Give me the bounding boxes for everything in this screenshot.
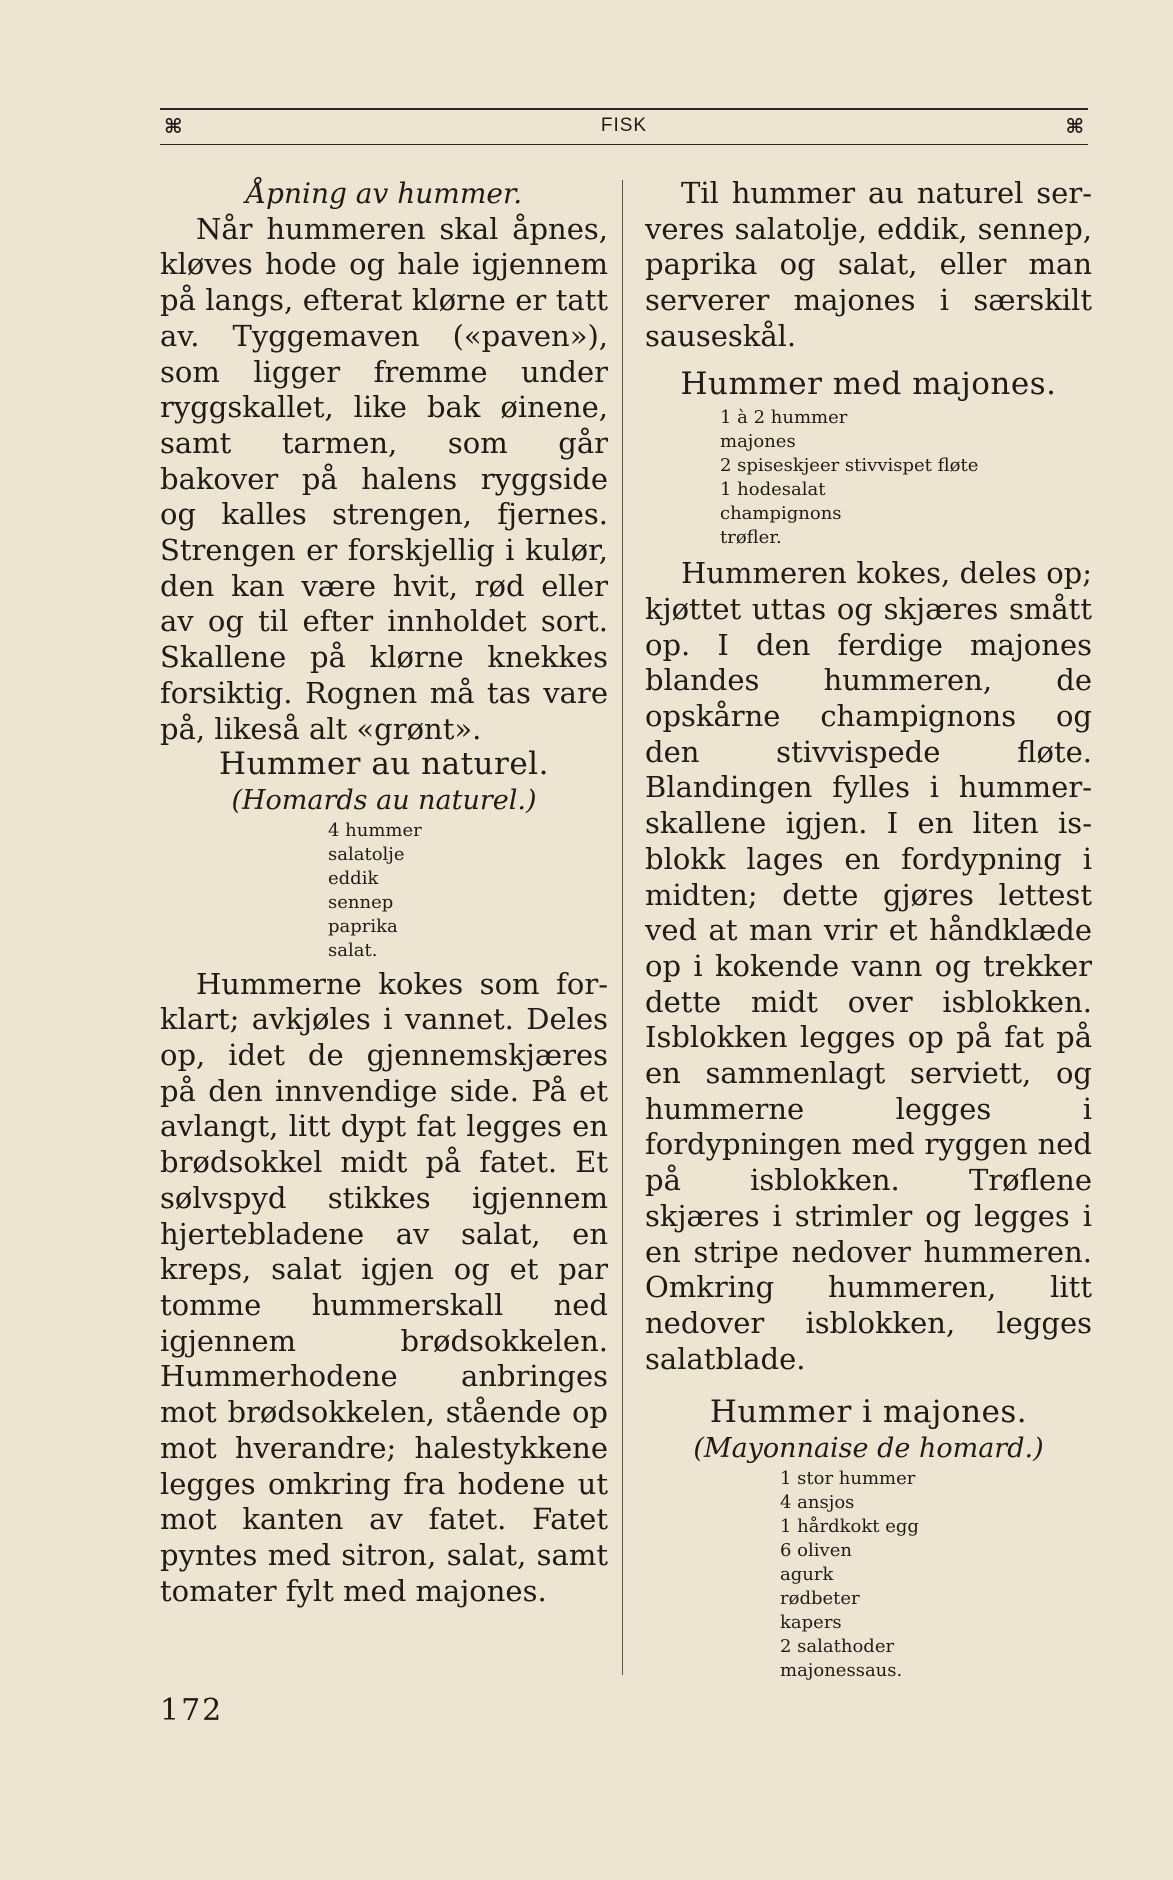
ingredient-item: trøfler. (720, 527, 782, 549)
ingredient-item: 1 stor hummer (780, 1467, 916, 1489)
recipe-title: Hummer au naturel. (219, 746, 549, 783)
left-column (160, 176, 608, 1609)
ingredient-item: rødbeter (780, 1587, 860, 1609)
ingredient-item: agurk (780, 1563, 834, 1585)
ingredient-item: 6 oliven (780, 1539, 852, 1561)
intro-paragraph: Til hummer au naturel serveres salatolje, eddik, sennep, paprika og salat, eller man serverer majones i særskilt sauseskål. (645, 176, 1092, 353)
section-paragraph: Når hummeren skal åpnes, kløves hode og hale igjennem på langs, efterat klørne er tatt av. Tyggemaven («paven»), som ligger fremme under ryggskallet, like bak øinene, samt tarmen, som går bakover på halens ryggside og kalles strengen, fjernes. Strengen er forskjellig i kulør, den kan være hvit, rød eller av og til efter innholdet sort. Skallene på klørne knekkes forsiktig. Rognen må tas vare på, likeså alt «grønt». (160, 211, 608, 746)
ingredient-item: paprika (328, 915, 398, 937)
recipe-title: Hummer med majones. (680, 365, 1057, 402)
ornament-icon: ⌘ (164, 114, 183, 138)
ingredient-item: salat. (328, 939, 378, 961)
ingredient-item: salatolje (328, 843, 405, 865)
header-top-rule (160, 108, 1088, 110)
ingredient-item: champignons (720, 503, 842, 525)
ingredient-item: sennep (328, 891, 394, 913)
ingredient-list (645, 406, 1092, 550)
header-bottom-rule (160, 144, 1088, 145)
column-divider (622, 180, 623, 1675)
page-number: 172 (160, 1693, 224, 1728)
ingredient-list (160, 819, 608, 963)
ingredient-item: 1 à 2 hummer (720, 407, 848, 429)
right-column (645, 176, 1092, 1687)
ingredient-item: majonessaus. (780, 1659, 903, 1681)
ingredient-item: 2 salathoder (780, 1635, 895, 1657)
ingredient-item: eddik (328, 867, 379, 889)
ingredient-item: kapers (780, 1611, 842, 1633)
ingredient-item: 1 hodesalat (720, 479, 826, 501)
ornament-icon: ⌘ (1065, 114, 1084, 138)
recipe-title: Hummer i majones. (709, 1394, 1028, 1431)
ingredient-item: majones (720, 431, 796, 453)
recipe-subtitle: (Mayonnaise de homard.) (693, 1433, 1044, 1465)
recipe-subtitle: (Homards au naturel.) (231, 784, 537, 816)
page-header (160, 108, 1088, 148)
running-head: FISK (600, 115, 648, 136)
ingredient-item: 1 hårdkokt egg (780, 1515, 919, 1537)
ingredient-item: 4 hummer (328, 819, 422, 841)
section-heading: Åpning av hummer. (245, 177, 523, 210)
ingredient-item: 2 spiseskjeer stivvispet fløte (720, 455, 979, 477)
ingredient-list (645, 1467, 1092, 1683)
recipe-paragraph: Hummeren kokes, deles op; kjøttet uttas og skjæres smått op. I den ferdige majones blandes hummeren, de opskårne champignons og den stivvispede fløte. Blandingen fylles i hummerskallene igjen. I en liten isblokk lages en fordypning i midten; dette gjøres lettest ved at man vrir et håndklæde op i kokende vann og trekker dette midt over isblokken. Isblokken legges op på fat på en sammenlagt serviett, og hummerne legges i fordypningen med ryggen ned på isblokken. Trøflene skjæres i strimler og legges i en stripe nedover hummeren. Omkring hummeren, litt nedover isblokken, legges salatblade. (645, 556, 1092, 1376)
ingredient-item: 4 ansjos (780, 1491, 855, 1513)
recipe-paragraph: Hummerne kokes som forklart; avkjøles i vannet. Deles op, idet de gjennemskjæres på den innvendige side. På et avlangt, litt dypt fat legges en brødsokkel midt på fatet. Et sølvspyd stikkes igjennem hjertebladene av salat, en kreps, salat igjen og et par tomme hummerskall ned igjennem brødsokkelen. Hummerhodene anbringes mot brødsokkelen, stående op mot hverandre; halestykkene legges omkring fra hodene ut mot kanten av fatet. Fatet pyntes med sitron, salat, samt tomater fylt med majones. (160, 966, 608, 1608)
